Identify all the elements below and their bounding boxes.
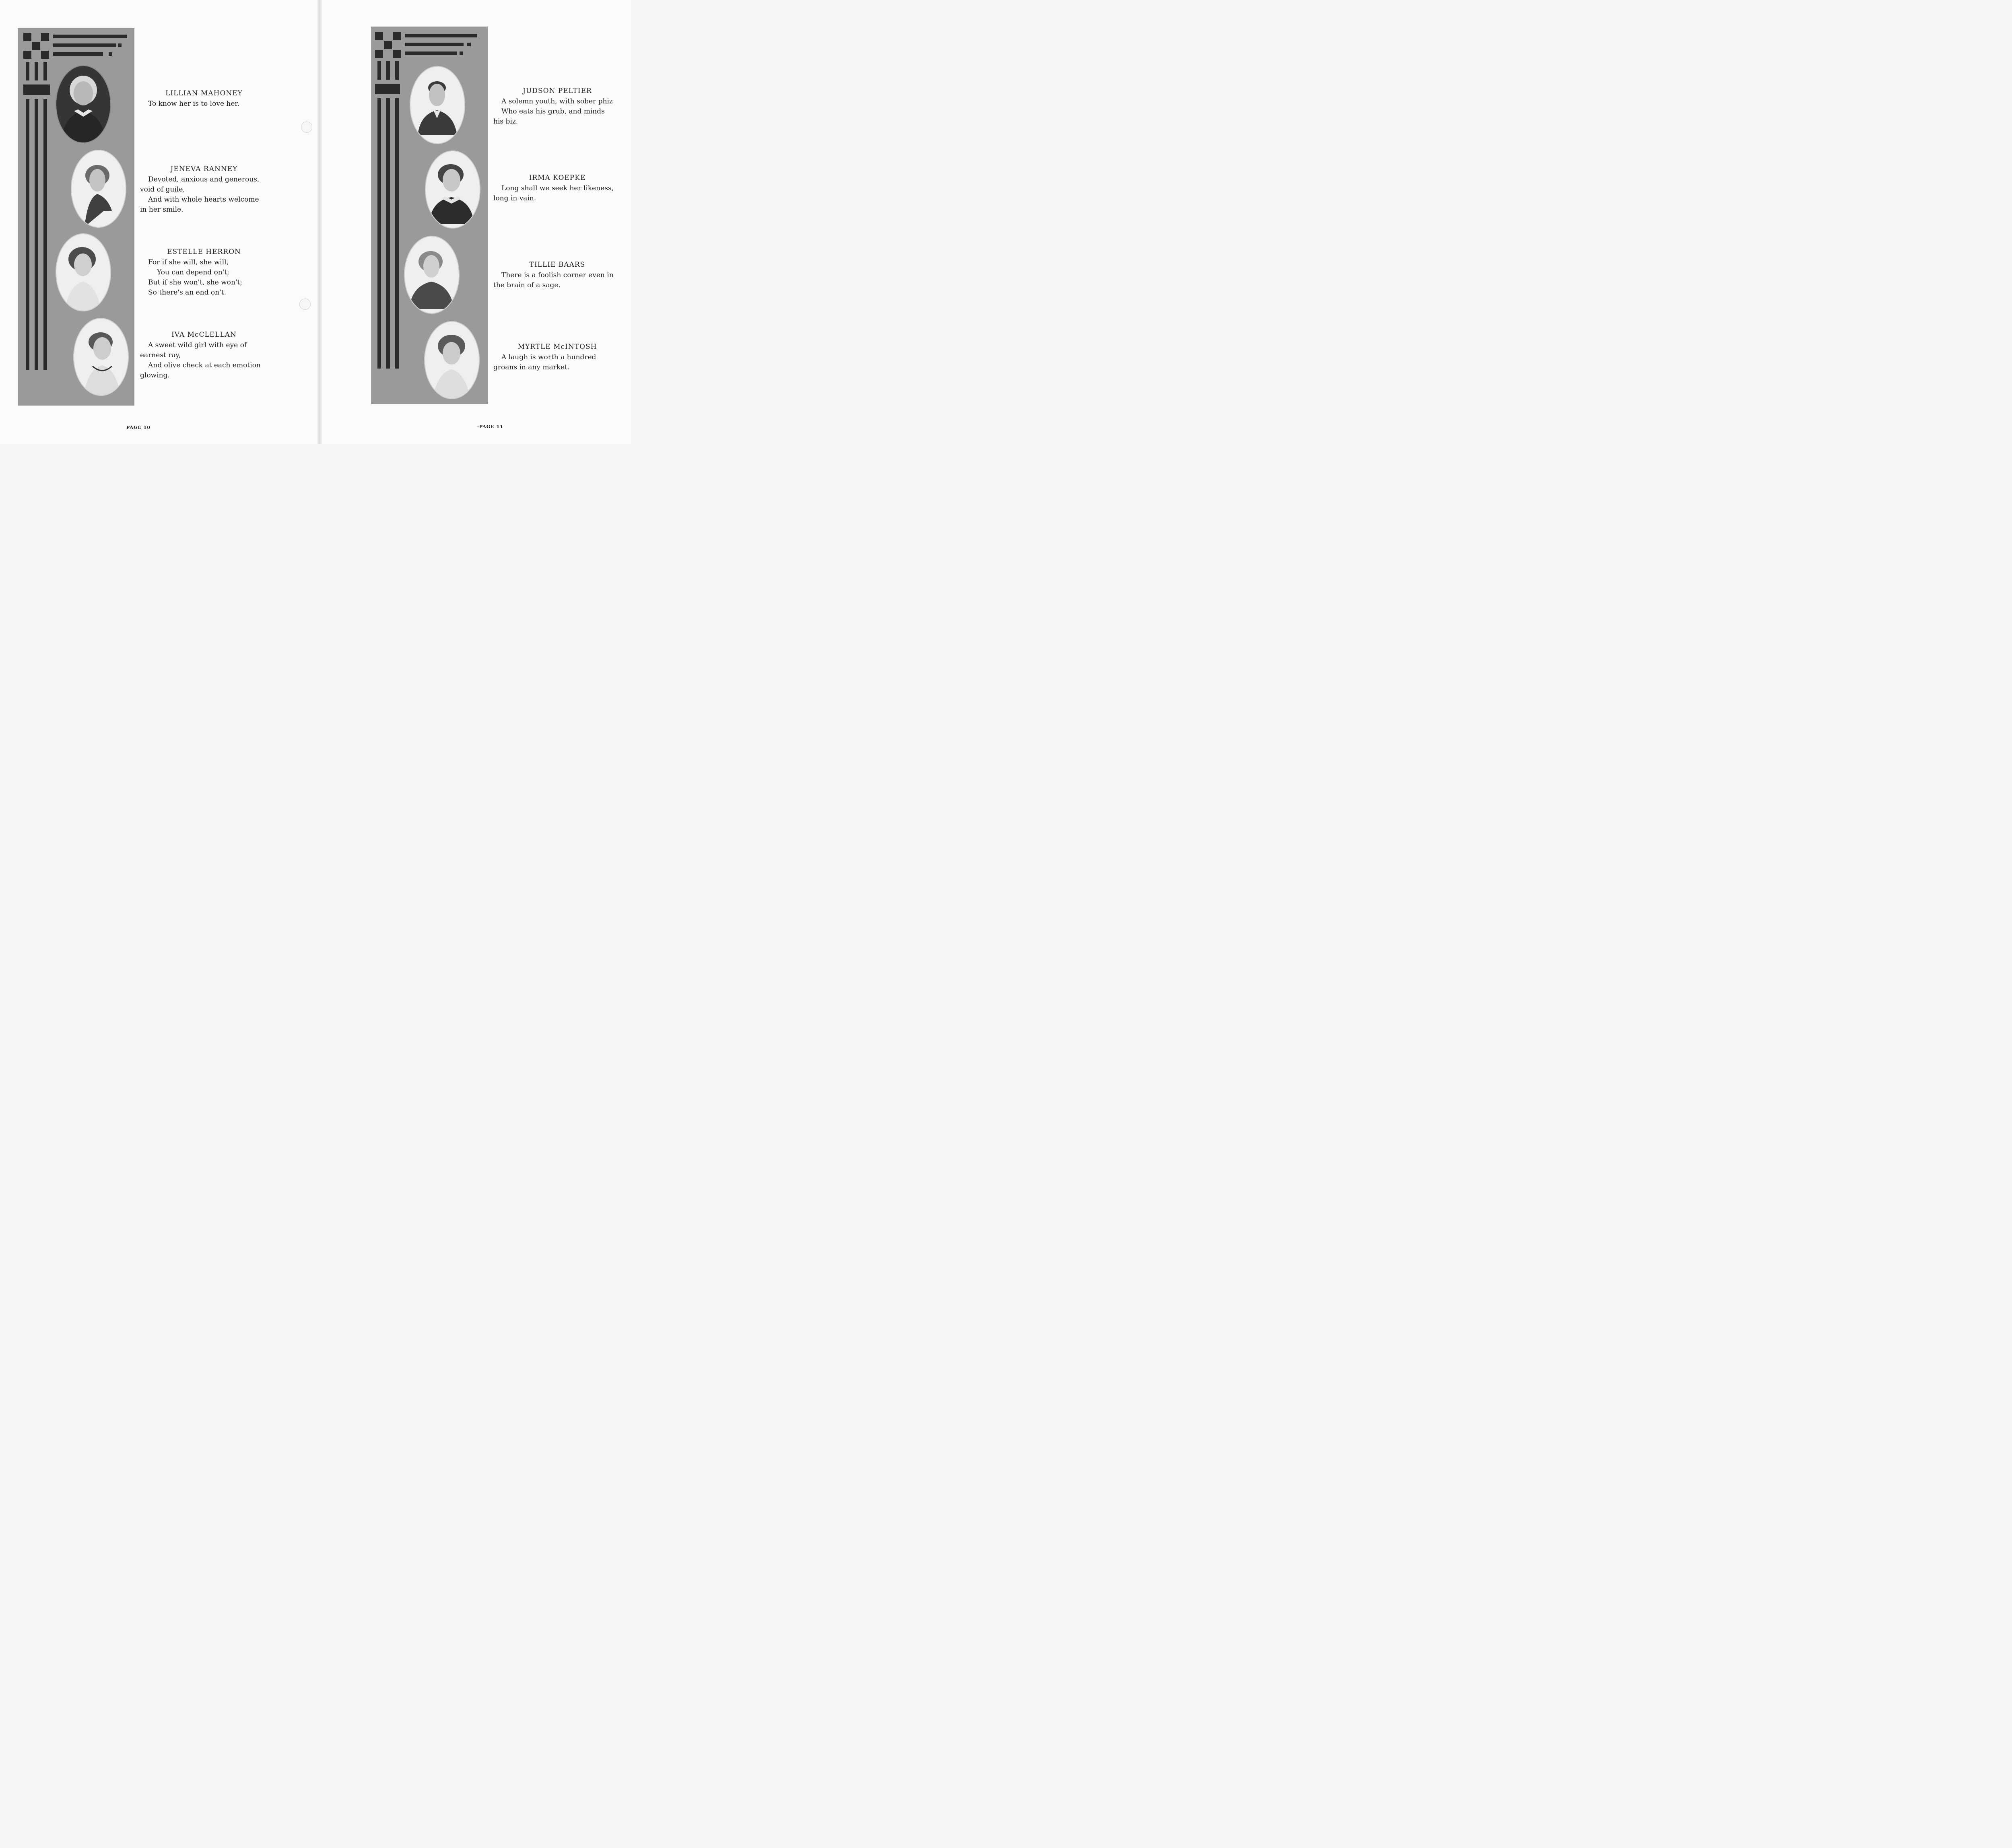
portrait-photo bbox=[410, 67, 464, 143]
ornament-bar bbox=[405, 52, 457, 55]
portrait-photo bbox=[74, 319, 128, 395]
quote-line: To know her is to love her. bbox=[148, 100, 240, 108]
quote-line: earnest ray, bbox=[140, 351, 181, 359]
ornament-bar bbox=[405, 43, 464, 46]
ornament-stripe bbox=[26, 344, 29, 368]
ornament-stripe bbox=[377, 61, 381, 80]
portrait-tillie-baars bbox=[404, 236, 460, 314]
binding-hole bbox=[301, 122, 312, 133]
quote-line: And olive check at each emotion bbox=[148, 361, 261, 369]
portrait-photo bbox=[72, 150, 126, 227]
portrait-photo bbox=[56, 234, 110, 311]
ornament-stripe bbox=[26, 62, 29, 80]
ornament-stripe bbox=[386, 61, 390, 80]
quote-line: So there's an end on't. bbox=[148, 288, 226, 297]
portrait-photo bbox=[405, 237, 459, 313]
entry-irma-koepke bbox=[493, 173, 621, 204]
entry-lillian-mahoney bbox=[140, 89, 268, 109]
ornament-bar bbox=[53, 35, 127, 38]
quote-line: But if she won't, she won't; bbox=[148, 278, 243, 286]
ornament-crossbar bbox=[375, 84, 400, 94]
ornament-square bbox=[23, 51, 31, 59]
ornament-bar bbox=[467, 43, 471, 46]
quote-line: You can depend on't; bbox=[157, 268, 229, 276]
entry-tillie-baars bbox=[493, 260, 621, 290]
ornament-crossbar bbox=[23, 84, 50, 95]
quote-line: Long shall we seek her likeness, bbox=[501, 184, 614, 192]
ornament-square bbox=[41, 51, 49, 59]
quote-line: A laugh is worth a hundred bbox=[501, 353, 596, 361]
ornament-stripe bbox=[386, 98, 390, 369]
quote-line: glowing. bbox=[140, 371, 170, 379]
ornament-bar bbox=[53, 52, 103, 56]
ornament-stripe bbox=[43, 62, 47, 80]
ornament-stripe bbox=[26, 366, 29, 369]
portrait-photo bbox=[425, 322, 479, 398]
ornament-stripe bbox=[35, 99, 38, 370]
portrait-judson-peltier bbox=[410, 66, 465, 144]
ornament-stripe bbox=[35, 344, 38, 368]
portrait-estelle-herron bbox=[56, 233, 111, 311]
student-name: IRMA KOEPKE bbox=[529, 174, 586, 182]
quote-line: in her smile. bbox=[140, 206, 183, 214]
ornament-stripe bbox=[377, 98, 381, 369]
ornament-stripe bbox=[43, 366, 47, 369]
ornament-stripe bbox=[35, 62, 38, 80]
ornament-stripe bbox=[43, 99, 47, 370]
portrait-irma-koepke bbox=[425, 150, 480, 229]
ornament-stripe bbox=[395, 98, 399, 369]
student-name: JUDSON PELTIER bbox=[523, 87, 592, 95]
portrait-photo bbox=[56, 66, 110, 142]
ornament-bar bbox=[118, 43, 122, 47]
ornament-square bbox=[32, 42, 40, 50]
ornament-square bbox=[23, 33, 31, 41]
student-name: ESTELLE HERRON bbox=[167, 248, 241, 256]
ornament-stripe bbox=[26, 99, 29, 370]
ornament-bar bbox=[460, 52, 463, 55]
entry-myrtle-mcintosh bbox=[493, 342, 621, 373]
ornament-bar bbox=[109, 52, 112, 56]
student-name: MYRTLE McINTOSH bbox=[517, 343, 597, 351]
quote-line: There is a foolish corner even in bbox=[501, 271, 614, 279]
left-page bbox=[0, 0, 318, 444]
page-number: PAGE 10 bbox=[126, 425, 150, 430]
quote-line: the brain of a sage. bbox=[493, 281, 561, 289]
ornament-stripe bbox=[395, 61, 399, 80]
ornament-bar bbox=[405, 34, 477, 37]
quote-line: Who eats his grub, and minds bbox=[501, 107, 605, 115]
portrait-jeneva-ranney bbox=[71, 150, 126, 228]
portrait-iva-mcclellan bbox=[73, 318, 129, 396]
decorative-photo-panel bbox=[371, 27, 488, 404]
quote-line: A sweet wild girl with eye of bbox=[148, 341, 247, 349]
portrait-photo bbox=[426, 151, 480, 228]
entry-estelle-herron bbox=[140, 247, 268, 298]
student-name: JENEVA RANNEY bbox=[170, 165, 238, 173]
student-name: LILLIAN MAHONEY bbox=[165, 89, 243, 97]
entry-judson-peltier bbox=[493, 86, 621, 127]
quote-line: void of guile, bbox=[140, 185, 185, 194]
quote-line: his biz. bbox=[493, 117, 518, 126]
entry-jeneva-ranney bbox=[140, 164, 268, 215]
ornament-square bbox=[375, 50, 383, 58]
portrait-lillian-mahoney bbox=[56, 65, 111, 143]
quote-line: groans in any market. bbox=[493, 363, 570, 371]
quote-line: For if she will, she will, bbox=[148, 258, 229, 266]
ornament-stripe bbox=[43, 344, 47, 368]
quote-line: And with whole hearts welcome bbox=[148, 196, 259, 204]
ornament-square bbox=[41, 33, 49, 41]
ornament-square bbox=[393, 32, 401, 40]
ornament-square bbox=[384, 41, 392, 49]
ornament-square bbox=[375, 32, 383, 40]
student-name: IVA McCLELLAN bbox=[171, 331, 237, 339]
quote-line: A solemn youth, with sober phiz bbox=[501, 97, 613, 105]
ornament-square bbox=[393, 50, 401, 58]
quote-line: long in vain. bbox=[493, 194, 536, 202]
decorative-photo-panel bbox=[18, 28, 134, 406]
page-number: ·PAGE 11 bbox=[477, 424, 503, 429]
binding-hole bbox=[299, 299, 311, 310]
portrait-myrtle-mcintosh bbox=[424, 321, 480, 399]
entry-iva-mcclellan bbox=[140, 330, 268, 381]
student-name: TILLIE BAARS bbox=[529, 261, 585, 269]
quote-line: Devoted, anxious and generous, bbox=[148, 175, 260, 183]
ornament-bar bbox=[53, 43, 116, 47]
